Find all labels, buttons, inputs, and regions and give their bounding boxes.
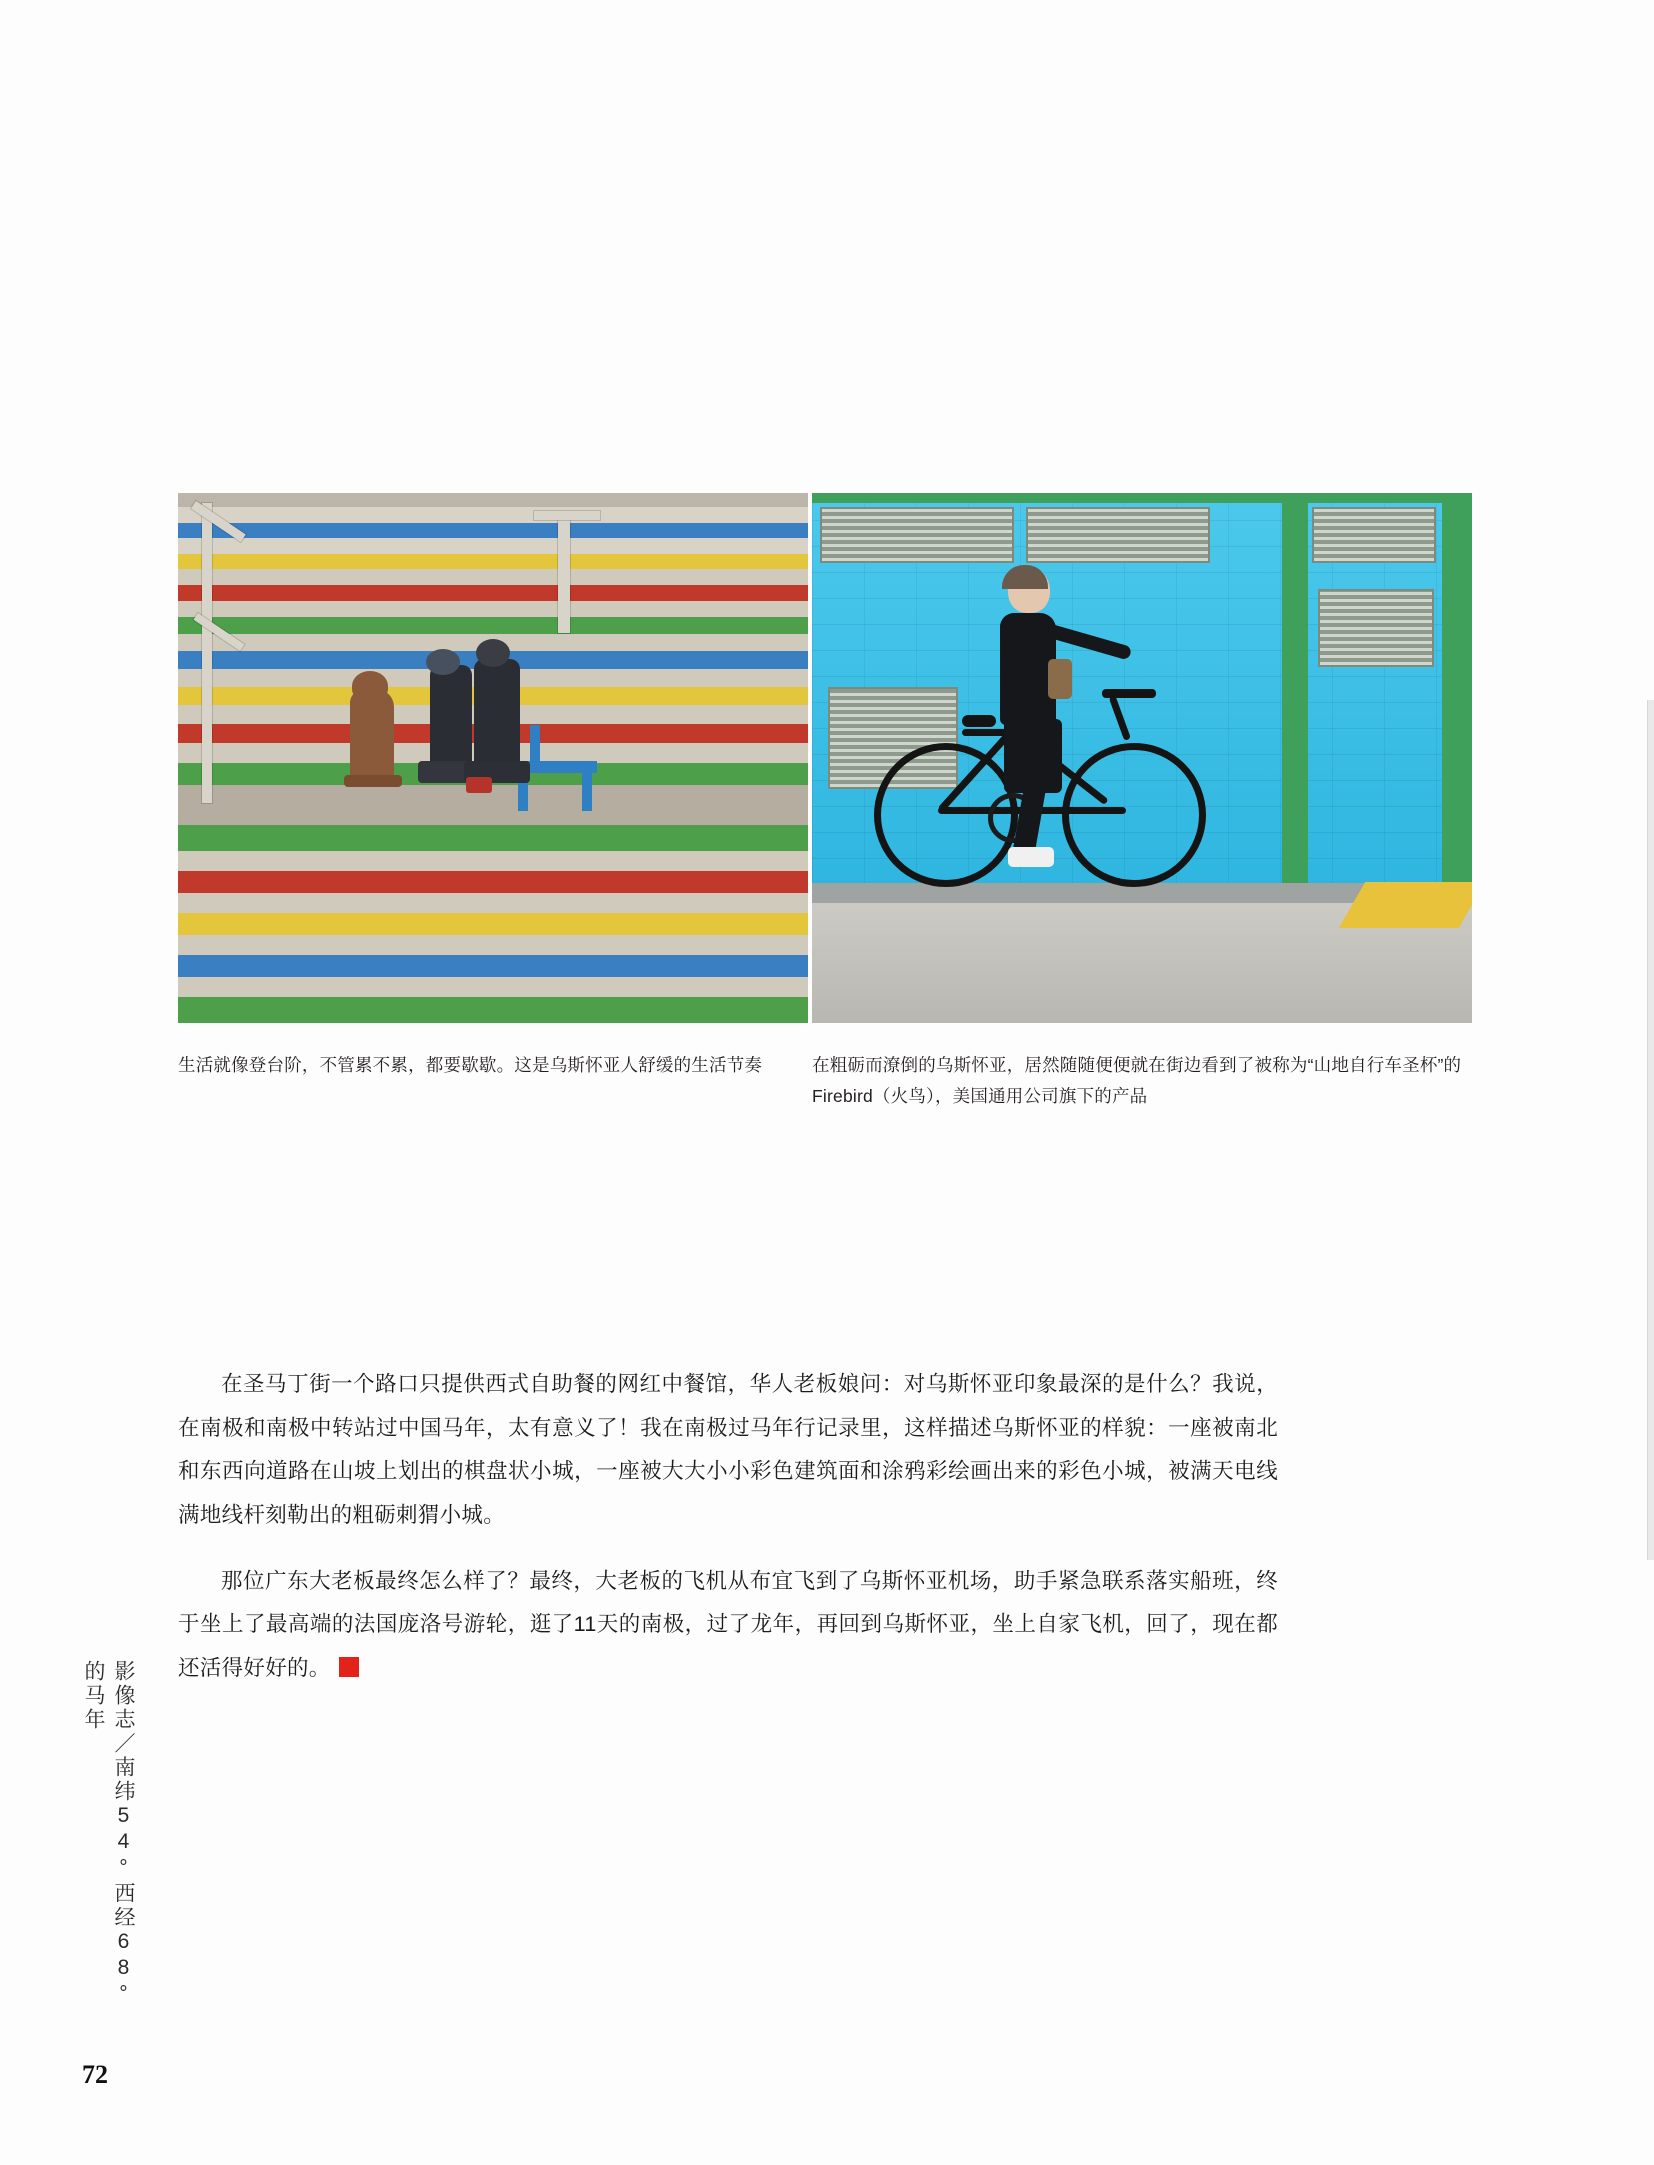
handrail-post (558, 513, 570, 633)
dog-paws (344, 775, 402, 787)
stair-step (178, 601, 808, 617)
vertical-running-title: 影像志／南纬54°西经68°的马年 (82, 1660, 135, 2008)
dog-head (352, 671, 388, 701)
bag (466, 777, 492, 793)
body-paragraph-with-endmark (178, 1560, 1278, 1691)
stair-step (178, 997, 808, 1023)
handrail (534, 511, 600, 520)
stair-step (178, 871, 808, 893)
page-number: 72 (82, 2060, 108, 2089)
stair-step (178, 977, 808, 997)
stair-step (178, 913, 808, 935)
stair-step (178, 935, 808, 955)
stair-step (178, 617, 808, 634)
dog (350, 689, 394, 781)
wall-green-column (1282, 493, 1308, 885)
stair-step (178, 523, 808, 538)
wall-vent (1318, 589, 1434, 667)
figure-caption-painted-stairway: 生活就像登台阶，不管累不累，都要歇歇。这是乌斯怀亚人舒缓的生活节奏 (178, 1055, 763, 1075)
end-of-article-mark (339, 1657, 359, 1677)
rider-shoe (1008, 847, 1054, 867)
stair-landing (178, 785, 808, 825)
stair-step (178, 851, 808, 871)
wall-vent (1026, 507, 1210, 563)
wall-vent (820, 507, 1014, 563)
wall-green-trim (812, 493, 1472, 503)
person-head (426, 649, 460, 675)
body-paragraph-text: 那位广东大老板最终怎么样了？最终，大老板的飞机从布宜飞到了乌斯怀亚机场，助手紧急联系落实船班，终于坐上了最高端的法国庞洛号游轮，逛了11天的南极，过了龙年，再回到乌斯怀亚，坐上自家飞机，回了，现在都还活得好好的。 (178, 1568, 1278, 1680)
bench-back (530, 725, 540, 767)
figure-caption-cyclist: 在粗砺而潦倒的乌斯怀亚，居然随随便便就在街边看到了被称为“山地自行车圣杯”的Firebird（火鸟），美国通用公司旗下的产品 (812, 1055, 1462, 1106)
stair-step (178, 893, 808, 913)
stair-step (178, 538, 808, 554)
wall-green-column (1442, 493, 1472, 885)
rider-pouch (1048, 659, 1072, 699)
wall-vent (1312, 507, 1436, 563)
stair-step (178, 955, 808, 977)
person-head (476, 639, 510, 667)
handrail (202, 503, 212, 803)
bicycle-front-wheel (1062, 743, 1206, 887)
article-body (178, 1363, 1278, 1712)
stair-step (178, 507, 808, 523)
stair-step (178, 569, 808, 585)
bench-leg (582, 773, 592, 811)
photo-cyclist-blue-wall (812, 493, 1472, 1023)
body-paragraph: 在圣马丁街一个路口只提供西式自助餐的网红中餐馆，华人老板娘问：对乌斯怀亚印象最深的是什么？我说，在南极和南极中转站过中国马年，太有意义了！我在南极过马年行记录里，这样描述乌斯怀亚的样貌：一座被南北和东西向道路在山坡上划出的棋盘状小城，一座被大大小小彩色建筑面和涂鸦彩绘画出来的彩色小城，被满天电线满地线杆刻勒出的粗砺刺猬小城。 (178, 1372, 1278, 1527)
stair-step (178, 585, 808, 601)
stair-step (178, 825, 808, 851)
bicycle-saddle (962, 715, 996, 727)
photo-painted-stairway (178, 493, 808, 1023)
stair-step (178, 554, 808, 569)
page-edge-rule (1647, 700, 1654, 1560)
